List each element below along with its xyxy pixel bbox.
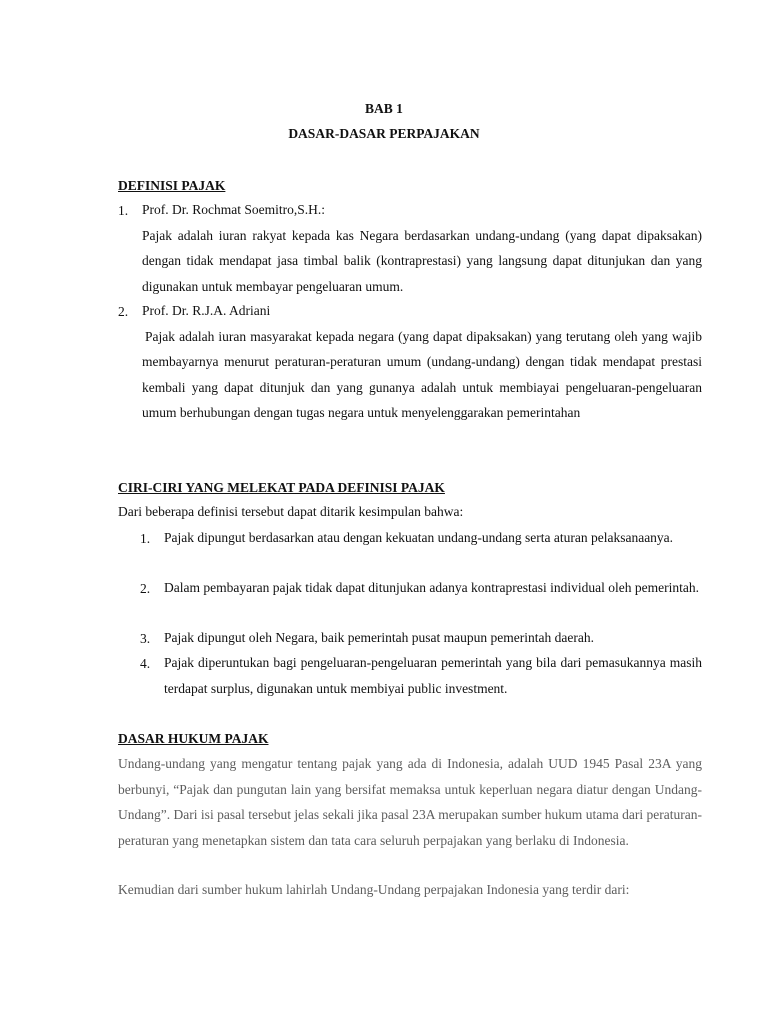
list-number: 2. [140,581,151,596]
ciri-item-1: Pajak dipungut berdasarkan atau dengan kekuatan undang-undang serta aturan pelaksanaanya. [164,530,674,545]
definition-item-1 [142,197,702,299]
list-number: 1. [140,531,151,546]
ciri-item-2: Dalam pembayaran pajak tidak dapat ditunjukan adanya kontraprestasi individual oleh pemerintah. [164,580,699,595]
chapter-title: DASAR-DASAR PERPAJAKAN [288,126,480,141]
dasar-hukum-paragraph-1: Undang-undang yang mengatur tentang pajak yang ada di Indonesia, adalah UUD 1945 Pasal 23A yang berbunyi, “Pajak dan pungutan lain yang bersifat memaksa untuk keperluan negara diatur dengan Undang-Undang”. Dari isi pasal tersebut jelas sekali jika pasal 23A merupakan sumber hukum utama dari peraturan-peraturan yang menetapkan sistem dan tata cara seluruh perpajakan yang berlaku di Indonesia. [118,756,702,848]
ciri-intro: Dari beberapa definisi tersebut dapat ditarik kesimpulan bahwa: [118,504,464,519]
definition-author: Prof. Dr. Rochmat Soemitro,S.H.: [142,202,325,217]
chapter-label: BAB 1 [365,101,403,116]
definition-author: Prof. Dr. R.J.A. Adriani [142,303,271,318]
list-number: 3. [140,631,151,646]
definition-item-2 [142,298,702,426]
dasar-hukum-paragraph-2: Kemudian dari sumber hukum lahirlah Undang-Undang perpajakan Indonesia yang terdir dari: [118,882,630,897]
list-number: 2. [118,304,129,319]
definition-text: Pajak adalah iuran rakyat kepada kas Negara berdasarkan undang-undang (yang dapat dipaksakan) dengan tidak mendapat jasa timbal balik (kontraprestasi) yang langsung dapat ditunjukan dan yang digunakan untuk membayar pengeluaran umum. [142,227,702,294]
section-heading-definisi: DEFINISI PAJAK [118,178,226,193]
list-number: 1. [118,203,129,218]
list-number: 4. [140,656,151,671]
section-heading-dasar-hukum: DASAR HUKUM PAJAK [118,731,269,746]
section-heading-ciri: CIRI-CIRI YANG MELEKAT PADA DEFINISI PAJAK [118,480,445,495]
ciri-item-4: Pajak diperuntukan bagi pengeluaran-pengeluaran pemerintah yang bila dari pemasukannya masih terdapat surplus, digunakan untuk membiyai public investment. [164,655,702,696]
definition-text: Pajak adalah iuran masyarakat kepada negara (yang dapat dipaksakan) yang terutang oleh yang wajib membayarnya menurut peraturan-peraturan umum (undang-undang) dengan tidak mendapat prestasi kembali yang dapat ditunjuk dan yang gunanya adalah untuk membiayai pengeluaran-pengeluaran umum berhubungan dengan tugas negara untuk menyelenggarakan pemerintahan [142,328,702,420]
ciri-item-3: Pajak dipungut oleh Negara, baik pemerintah pusat maupun pemerintah daerah. [164,630,594,645]
